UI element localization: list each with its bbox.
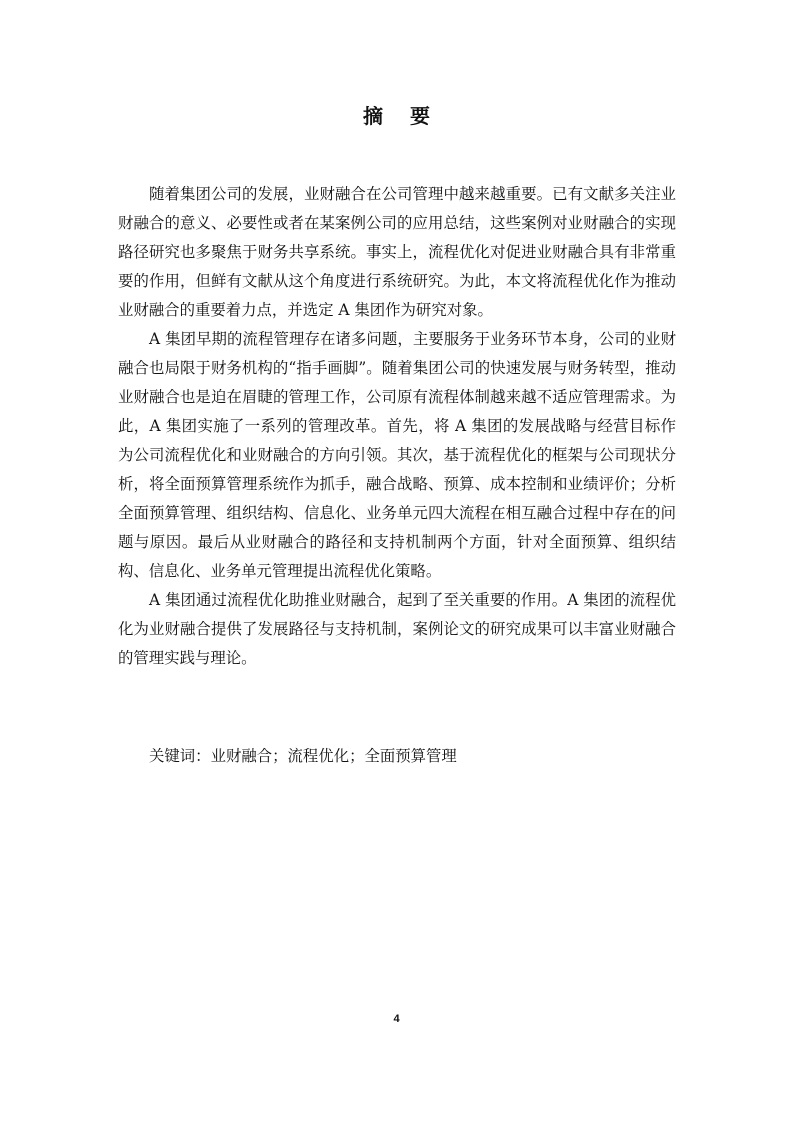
abstract-body — [118, 180, 676, 673]
abstract-paragraph-3: A 集团通过流程优化助推业财融合，起到了至关重要的作用。A 集团的流程优化为业财融合提供了发展路径与支持机制，案例论文的研究成果可以丰富业财融合的管理实践与理论。 — [118, 591, 676, 667]
abstract-paragraph-2: A 集团早期的流程管理存在诸多问题，主要服务于业务环节本身，公司的业财融合也局限于财务机构的“指手画脚”。随着集团公司的快速发展与财务转型，推动业财融合也是迫在眉睫的管理工作，公司原有流程体制越来越不适应管理需求。为此，A 集团实施了一系列的管理改革。首先，将 A 集团的发展战略与经营目标作为公司流程优化和业财融合的方向引领。其次，基于流程优化的框架与公司现状分析，将全面预算管理系统作为抓手，融合战略、预算、成本控制和业绩评价；分析全面预算管理、组织结构、信息化、业务单元四大流程在相互融合过程中存在的问题与原因。最后从业财融合的路径和支持机制两个方面，针对全面预算、组织结构、信息化、业务单元管理提出流程优化策略。 — [118, 330, 676, 580]
abstract-title: 摘 要 — [363, 104, 440, 128]
keywords-line: 关键词：业财融合；流程优化；全面预算管理 — [149, 747, 457, 765]
abstract-paragraph-1: 随着集团公司的发展，业财融合在公司管理中越来越重要。已有文献多关注业财融合的意义、必要性或者在某案例公司的应用总结，这些案例对业财融合的实现路径研究也多聚焦于财务共享系统。事实上，流程优化对促进业财融合具有非常重要的作用，但鲜有文献从这个角度进行系统研究。为此，本文将流程优化作为推动业财融合的重要着力点，并选定 A 集团作为研究对象。 — [118, 185, 676, 319]
page-number: 4 — [393, 1013, 400, 1025]
